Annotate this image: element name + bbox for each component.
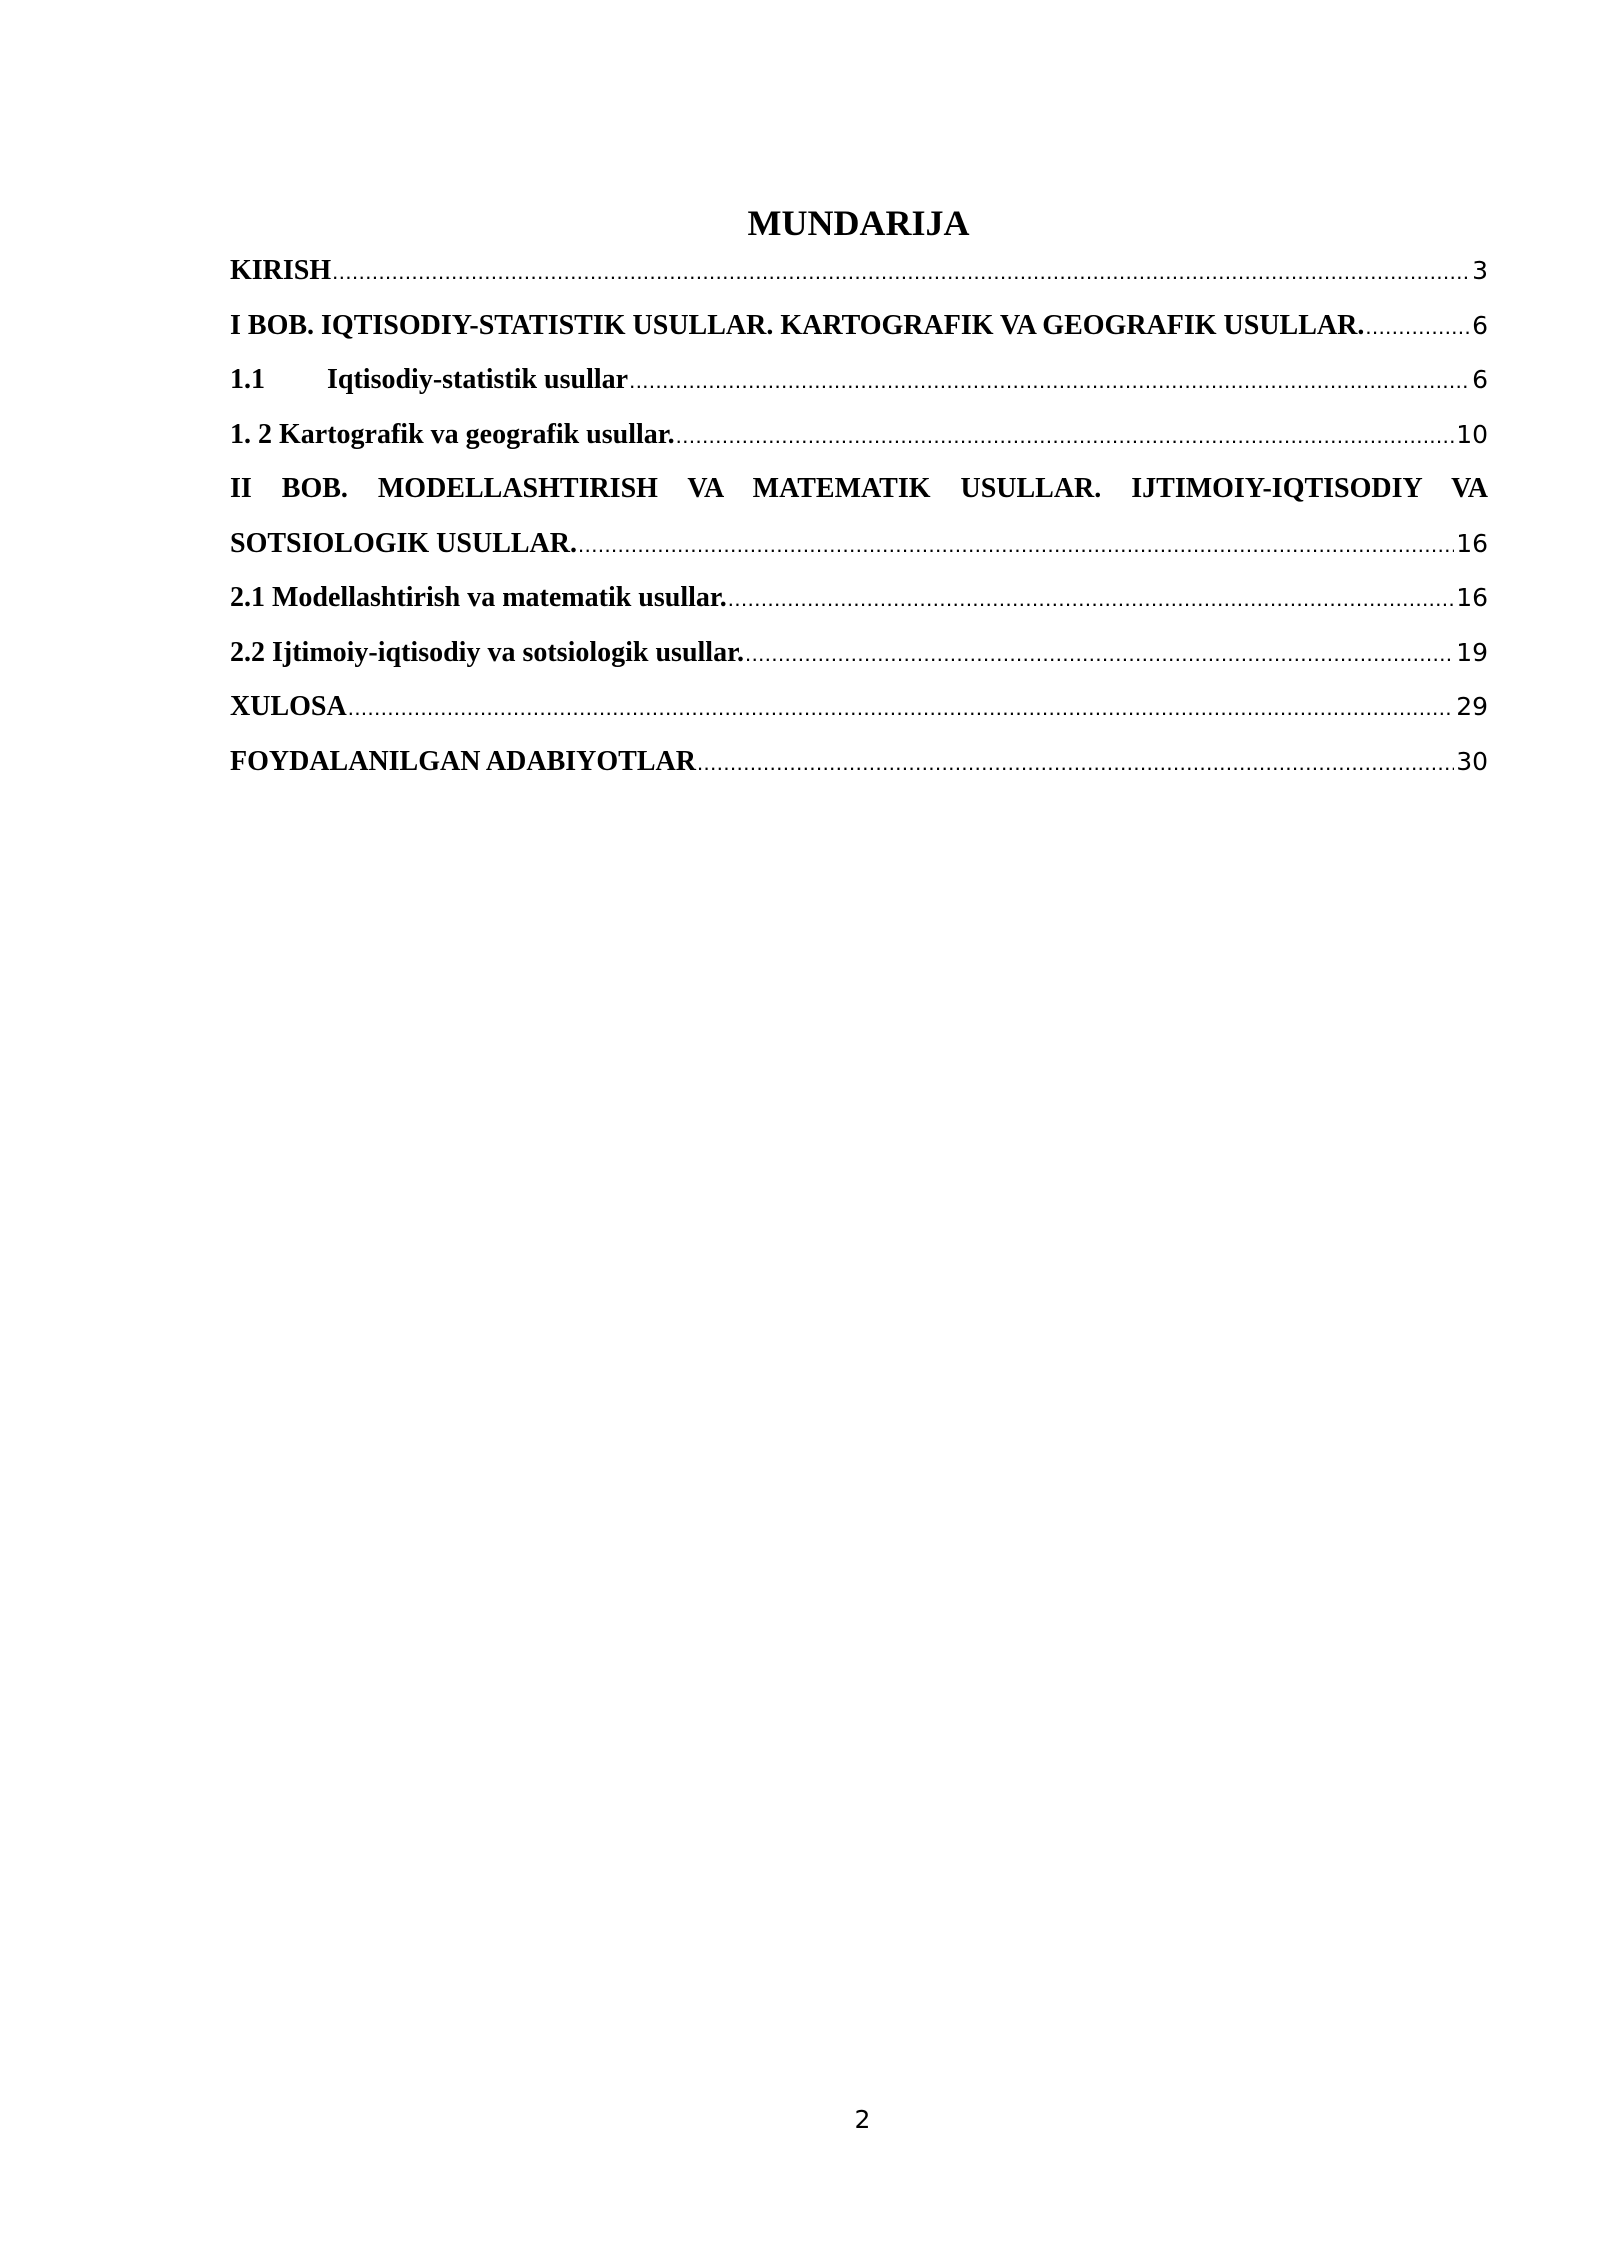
toc-entry-page: 3 [1472,256,1488,285]
toc-entry-section-1-1[interactable] [230,353,1488,408]
toc-entry-kirish[interactable] [230,244,1488,299]
toc-entry-bibliography[interactable] [230,735,1488,790]
toc-leader-dots [1365,300,1470,354]
toc-entry-label: 2.1 Modellashtirish va matematik usullar. [230,582,727,613]
toc-entry-label: SOTSIOLOGIK USULLAR. [230,527,577,559]
toc-leader-dots [578,518,1454,572]
table-of-contents [230,244,1488,789]
toc-entry-section-2-2[interactable] [230,626,1488,681]
toc-entry-label: I BOB. IQTISODIY-STATISTIK USULLAR. KARTOGRAFIK VA GEOGRAFIK USULLAR. [230,309,1365,341]
toc-leader-dots [697,736,1454,790]
toc-entry-chapter-2[interactable] [230,517,1488,572]
toc-entry-page: 10 [1456,419,1488,449]
toc-leader-dots [348,681,1454,735]
toc-entry-chapter-1[interactable] [230,299,1488,354]
toc-entry-label: 2.2 Ijtimoiy-iqtisodiy va sotsiologik usullar. [230,636,744,668]
toc-entry-chapter-2-line1[interactable] [230,462,1488,517]
toc-title [0,198,1600,248]
page-number: 2 [854,2105,871,2134]
toc-leader-dots [676,409,1455,463]
toc-entry-label [230,353,628,408]
toc-entry-number: 1.1 [230,364,265,395]
toc-entry-page: 19 [1456,637,1488,667]
toc-entry-page: 6 [1472,310,1488,340]
toc-title-text: MUNDARIJA [747,203,970,243]
toc-entry-section-1-2[interactable] [230,408,1488,463]
toc-entry-label: 1. 2 Kartografik va geografik usullar. [230,418,675,450]
toc-entry-page: 29 [1456,692,1488,721]
toc-entry-label: KIRISH [230,255,332,286]
toc-leader-dots [629,354,1470,408]
toc-entry-section-2-1[interactable] [230,571,1488,626]
toc-entry-label: XULOSA [230,691,347,722]
toc-entry-page: 16 [1456,583,1488,612]
toc-entry-label: FOYDALANILGAN ADABIYOTLAR [230,745,696,777]
toc-entry-page: 30 [1456,746,1488,776]
toc-entry-title: Iqtisodiy-statistik usullar [327,364,629,395]
toc-leader-dots [728,572,1454,626]
toc-leader-dots [332,245,1470,299]
toc-entry-label-line1: II BOB. MODELLASHTIRISH VA MATEMATIK USULLAR. IJTIMOIY-IQTISODIY VA [230,473,1488,504]
toc-entry-xulosa[interactable] [230,680,1488,735]
toc-leader-dots [745,627,1454,681]
toc-entry-page: 6 [1472,365,1488,394]
toc-entry-page: 16 [1456,528,1488,558]
